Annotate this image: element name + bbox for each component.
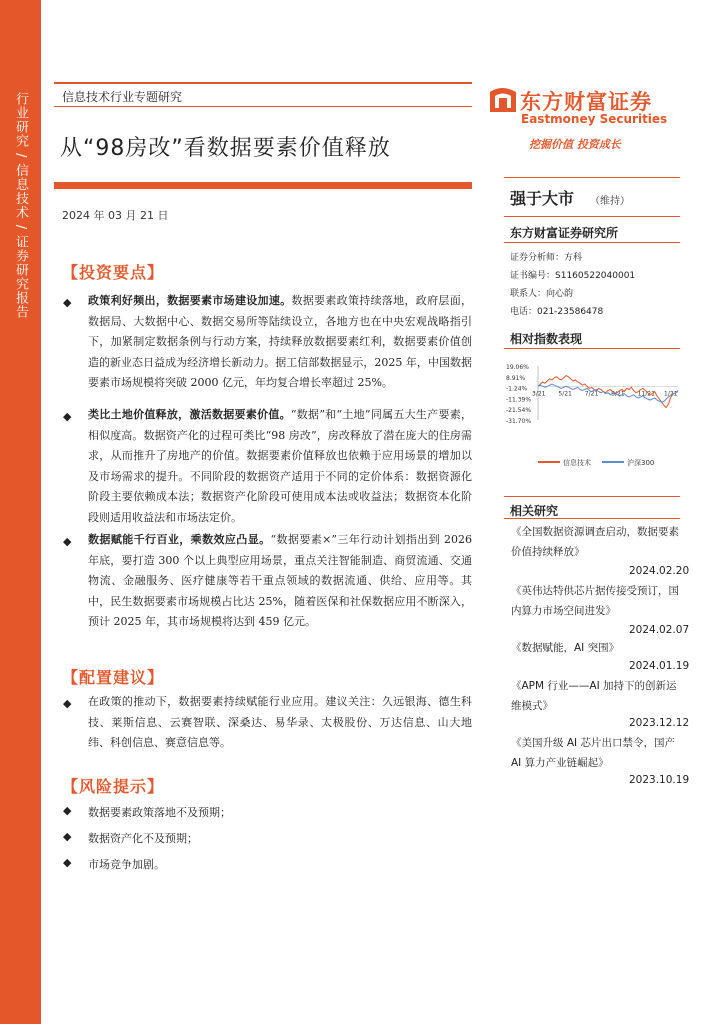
bullet-diamond: ◆ (63, 804, 72, 817)
report-title: 从“98房改”看数据要素价值释放 (60, 136, 391, 161)
certificate-number: 证书编号：S1160522040001 (510, 271, 636, 281)
divider (504, 496, 680, 497)
report-date: 2024 年 03 月 21 日 (62, 209, 169, 222)
divider (504, 177, 680, 178)
side-bar (0, 0, 41, 1024)
risk-item: 数据资产化不及预期； (88, 832, 198, 845)
investment-point (88, 530, 472, 633)
bullet-diamond: ◆ (63, 410, 72, 423)
point-text: “数据要素×”三年行动计划指出到 2026 年底，要打造 300 个以上典型应用场景，重点关注智能制造、商贸流通、交通物流、金融服务、医疗健康等若干重点领域的数据流通、供给、应用等。其中，民生数据要素市场规模占比达 25%，随着医保和社保数据应用不断深入，预计 2025 年，其市场规模将达到 459 亿元。 (88, 533, 472, 628)
institute-name: 东方财富证券研究所 (510, 226, 619, 240)
company-logo-icon (488, 86, 518, 114)
y-tick-label: -21.54% (506, 407, 532, 415)
related-report-title[interactable]: 《全国数据资源调查启动，数据要素价值持续释放》 (511, 526, 679, 558)
side-label: 行业研究 / 信息技术 / 证券研究报告 (13, 92, 28, 320)
bullet-diamond: ◆ (63, 856, 72, 869)
point-bold: 类比土地价值释放，激活数据要素价值。 (88, 408, 291, 421)
legend-label: 信息技术 (563, 459, 591, 467)
y-tick-label: -31.70% (506, 418, 532, 425)
x-tick-label: 3/21 (532, 390, 546, 398)
x-tick-label: 9/21 (611, 390, 625, 398)
chart-heading: 相对指数表现 (510, 332, 583, 346)
bullet-diamond: ◆ (63, 830, 72, 843)
related-report-date: 2023.10.19 (629, 774, 690, 786)
point-bold: 政策利好频出，数据要素市场建设加速。 (88, 294, 292, 307)
x-tick-label: 5/21 (558, 390, 572, 398)
relative-index-chart (504, 356, 684, 486)
company-slogan: 挖掘价值 投资成长 (529, 138, 621, 151)
section-heading-risk: 【风险提示】 (62, 777, 165, 796)
divider (504, 242, 680, 243)
point-text: “数据”和“土地”同属五大生产要素，相似度高。数据资产化的过程可类比“98 房改”，房改释放了潜在庞大的住房需求，从而推升了房地产的价值。数据要素价值释放也依赖于应用场景的增加以及市场需求的提升。不同阶段的数据资产适用于不同的定价体系：数据资源化阶段主要依赖成本法；数据资产化阶段可使用成本法或收益法；数据资本化阶段则适用收益法和市场法定价。 (88, 408, 472, 524)
allocation-text: 在政策的推动下，数据要素持续赋能行业应用。建议关注：久远银海、德生科技、莱斯信息、云赛智联、深桑达、易华录、太极股份、万达信息、山大地纬、科创信息、赛意信息等。 (88, 695, 472, 749)
bullet-diamond: ◆ (63, 697, 72, 710)
y-tick-label: 8.91% (506, 374, 526, 382)
related-report-title[interactable]: 《英伟达特供芯片据传接受预订，国内算力市场空间进发》 (511, 585, 679, 617)
phone: 电话：021-23586478 (510, 307, 604, 317)
rating-note: （维持） (590, 196, 630, 207)
contact: 联系人：向心韵 (510, 289, 574, 299)
related-report-date: 2024.01.19 (629, 660, 690, 672)
header-rule (54, 82, 472, 84)
title-rule (54, 182, 472, 189)
related-report-title[interactable]: 《APM 行业——AI 加持下的创新运维模式》 (511, 680, 677, 712)
legend-label: 沪深300 (627, 459, 655, 467)
section-heading-allocation: 【配置建议】 (62, 668, 165, 687)
related-report-title[interactable]: 《美国升级 AI 芯片出口禁令，国产 AI 算力产业链崛起》 (511, 737, 675, 769)
divider (504, 348, 680, 349)
risk-item: 市场竞争加剧。 (88, 858, 165, 871)
rating: 强于大市 (510, 189, 575, 208)
y-tick-label: -11.39% (506, 396, 532, 404)
related-research-heading: 相关研究 (510, 504, 559, 518)
section-heading-investment: 【投资要点】 (62, 263, 165, 282)
point-text: 数据要素政策持续落地，政府层面，数据局、大数据中心、数据交易所等陆续设立，各地方也在中央宏观战略指引下，加紧制定数据条例与行动方案，持续释放数据要素红利，数据要素价值创造的新业态日益成为经济增长新动力。据工信部数据显示，2025 年，中国数据要素市场规模将突破 2000 亿元，年均复合增长率超过 25%。 (88, 294, 472, 389)
x-tick-label: 7/21 (584, 390, 599, 398)
y-tick-label: 19.06% (506, 364, 529, 371)
investment-point (88, 405, 472, 528)
analyst: 证券分析师：方科 (510, 253, 583, 263)
risk-item: 数据要素政策落地不及预期； (88, 806, 231, 819)
company-logo-text: 东方财富证券 (520, 90, 652, 114)
divider (504, 518, 680, 519)
related-report-date: 2024.02.07 (629, 624, 690, 636)
company-logo-english: Eastmoney Securities (521, 112, 668, 126)
point-bold: 数据赋能千行百业，乘数效应凸显。 (88, 533, 271, 546)
report-category: 信息技术行业专题研究 (62, 90, 183, 104)
x-tick-label: 1/21 (664, 390, 678, 398)
bullet-diamond: ◆ (63, 296, 72, 309)
related-report-date: 2023.12.12 (629, 717, 690, 729)
x-tick-label: 11/21 (637, 390, 655, 398)
divider (504, 216, 680, 217)
related-report-date: 2024.02.20 (629, 565, 690, 577)
bullet-diamond: ◆ (63, 535, 72, 548)
related-report-title[interactable]: 《数据赋能，AI 突围》 (511, 642, 620, 654)
header-subrule (54, 106, 472, 107)
investment-point (88, 291, 472, 394)
y-tick-label: -1.24% (506, 385, 528, 393)
